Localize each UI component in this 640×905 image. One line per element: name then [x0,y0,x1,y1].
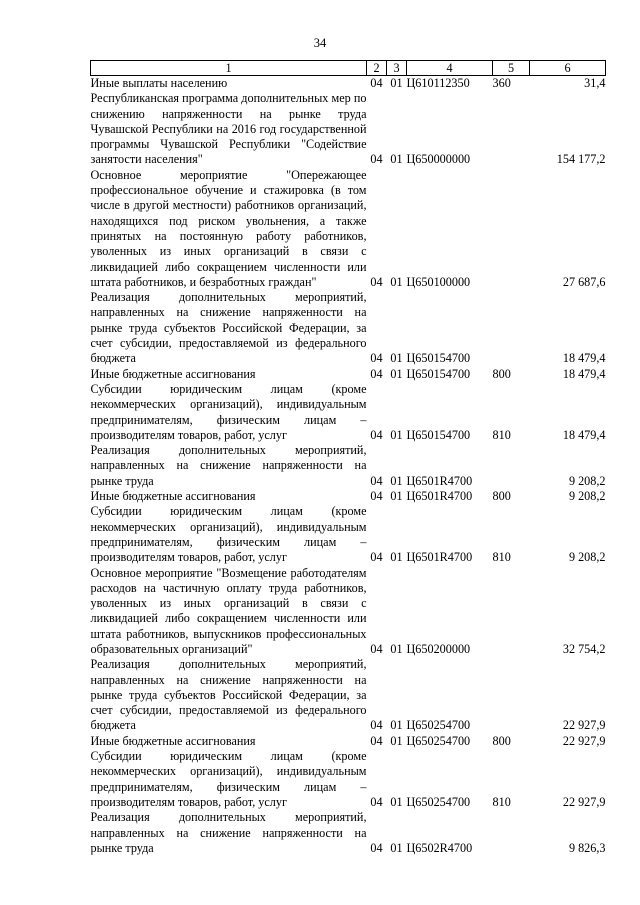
row-expense: 800 [492,733,511,748]
row-amount: 18 479,4 [562,351,606,366]
row-expense [493,91,530,167]
budget-table [90,60,606,856]
row-subsection: 01 [390,427,403,442]
row-section: 04 [370,473,383,488]
row-expense: 800 [492,366,511,381]
row-amount: 18 479,4 [562,427,606,442]
row-name: Основное мероприятие "Опережающее профессиональное обучение и стажировка (в том числе в другой местности) работников организаций, находящихся под риском увольнения, а также принятых на постоянную работу работников, уволенных из иных организаций в связи с ликвидацией либо сокращением численности или штата работников, и безработных граждан" [90,167,367,289]
row-target: Ц6501R4700 [406,550,473,565]
table-row [91,734,606,749]
row-expense: 810 [492,427,511,442]
row-subsection: 01 [390,550,403,565]
row-target: Ц610112350 [406,76,470,90]
row-name: Иные выплаты населению [90,76,228,90]
row-expense [493,566,530,658]
row-subsection: 01 [390,366,403,381]
row-expense [493,168,530,290]
table-row [91,367,606,382]
row-amount: 22 927,9 [562,718,606,733]
table-row [91,168,606,290]
table-row [91,657,606,733]
table-row [91,810,606,856]
table-row [91,749,606,810]
row-subsection: 01 [390,473,403,488]
row-name: Субсидии юридическим лицам (кроме некоммерческих организаций), индивидуальным предпринимателям, физическим лицам – производителям товаров, работ, услуг [90,381,367,442]
col-header-expense: 5 [493,61,530,76]
row-expense [493,443,530,489]
row-section: 04 [370,366,383,381]
row-target: Ц650100000 [406,274,471,289]
row-expense: 810 [492,550,511,565]
row-amount: 31,4 [584,76,606,90]
row-expense [493,810,530,856]
row-name: Республиканская программа дополнительных мер по снижению напряженности на рынке труда Чувашской Республики на 2016 год государственной программы Чувашской Республики "Содействие занятости населения" [90,91,367,167]
row-subsection: 01 [390,351,403,366]
row-section: 04 [370,550,383,565]
row-section: 04 [370,274,383,289]
row-amount: 22 927,9 [562,733,606,748]
row-subsection: 01 [390,152,403,167]
table-row [91,290,606,366]
row-target: Ц650254700 [406,733,471,748]
row-target: Ц650200000 [406,641,471,656]
row-subsection: 01 [390,733,403,748]
row-expense [493,290,530,366]
row-amount: 22 927,9 [562,794,606,809]
row-target: Ц650154700 [406,351,471,366]
row-name: Иные бюджетные ассигнования [90,733,256,748]
row-subsection: 01 [390,718,403,733]
row-amount: 154 177,2 [556,152,606,167]
row-expense [493,657,530,733]
row-target: Ц650154700 [406,366,471,381]
col-header-target: 4 [407,61,493,76]
row-section: 04 [370,351,383,366]
col-header-name: 1 [91,61,367,76]
row-target: Ц650000000 [406,152,471,167]
row-subsection: 01 [390,794,403,809]
row-name: Реализация дополнительных мероприятий, направленных на снижение напряженности на рынке труда [90,443,367,488]
row-subsection: 01 [390,76,403,90]
table-row [91,566,606,658]
col-header-amount: 6 [530,61,606,76]
col-header-section: 2 [367,61,387,76]
row-section: 04 [370,733,383,748]
row-target: Ц650254700 [406,718,471,733]
row-name: Реализация дополнительных мероприятий, направленных на снижение напряженности на рынке труда субъектов Российской Федерации, за счет субсидии, предоставляемой из федерального бюджета [90,290,367,366]
row-amount: 9 208,2 [568,473,606,488]
row-name: Субсидии юридическим лицам (кроме некоммерческих организаций), индивидуальным предпринимателям, физическим лицам – производителям товаров, работ, услуг [90,749,367,809]
row-name: Иные бюджетные ассигнования [90,489,256,504]
row-section: 04 [370,489,383,504]
row-name: Реализация дополнительных мероприятий, направленных на снижение напряженности на рынке труда [90,810,367,855]
row-subsection: 01 [390,641,403,656]
row-section: 04 [370,641,383,656]
col-header-subsection: 3 [387,61,407,76]
row-name: Реализация дополнительных мероприятий, направленных на снижение напряженности на рынке труда субъектов Российской Федерации, за счет субсидии, предоставляемой из федерального бюджета [90,657,367,733]
row-amount: 27 687,6 [562,274,606,289]
table-row [91,91,606,167]
row-amount: 9 208,2 [568,550,606,565]
row-target: Ц6501R4700 [406,473,473,488]
table-row [91,76,606,92]
row-section: 04 [370,840,383,855]
row-expense: 800 [492,489,511,504]
row-expense: 810 [492,794,511,809]
row-amount: 32 754,2 [562,641,606,656]
row-target: Ц6502R4700 [406,840,473,855]
row-section: 04 [370,794,383,809]
row-amount: 9 208,2 [568,489,606,504]
row-subsection: 01 [390,840,403,855]
row-target: Ц650154700 [406,427,471,442]
row-name: Иные бюджетные ассигнования [90,366,256,381]
table-row [91,382,606,443]
row-amount: 18 479,4 [562,366,606,381]
row-target: Ц650254700 [406,794,471,809]
table-row [91,443,606,489]
row-section: 04 [370,76,383,90]
row-section: 04 [370,718,383,733]
page-number: 34 [313,36,327,50]
header-row [91,61,606,76]
table-row [91,504,606,565]
row-name: Субсидии юридическим лицам (кроме некоммерческих организаций), индивидуальным предпринимателям, физическим лицам – производителям товаров, работ, услуг [90,504,367,565]
row-expense: 360 [492,76,511,90]
row-section: 04 [370,427,383,442]
row-subsection: 01 [390,274,403,289]
row-section: 04 [370,152,383,167]
row-subsection: 01 [390,489,403,504]
row-amount: 9 826,3 [568,840,606,855]
row-target: Ц6501R4700 [406,489,473,504]
row-name: Основное мероприятие "Возмещение работодателям расходов на частичную оплату труда работников, уволенных из иных организаций в связи с ликвидацией либо сокращением численности или штата работников, выпускников профессиональных образовательных организаций" [90,565,367,656]
table-row [91,489,606,504]
